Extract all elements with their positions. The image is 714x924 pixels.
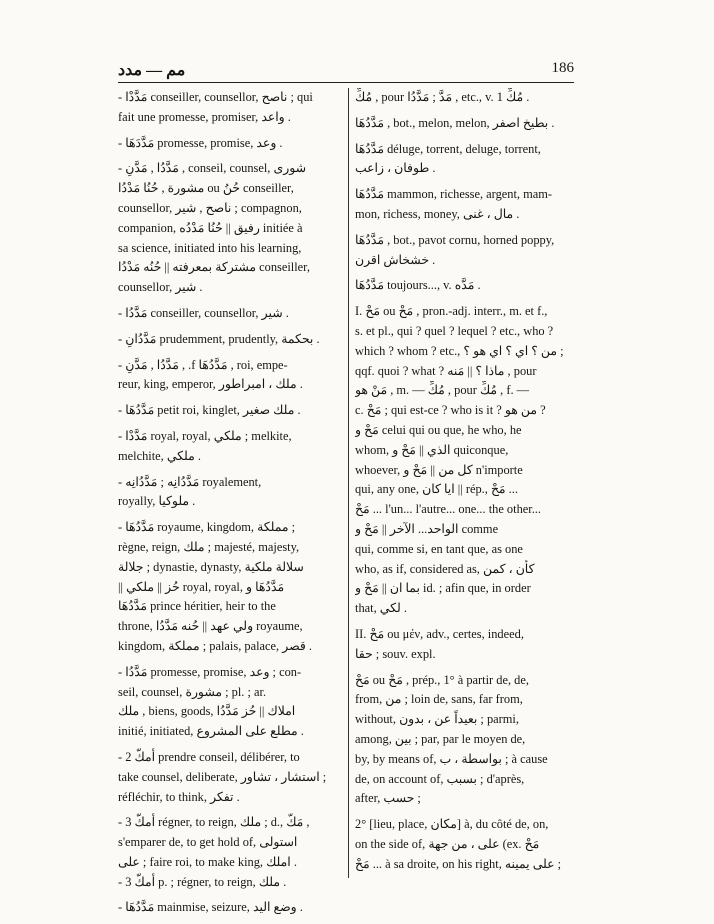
entry-line: qui, any one, ايا كان || rép., مَحْ ... <box>355 482 518 497</box>
entry-line: طوفان ، زاعب . <box>355 161 436 176</box>
entry-line: kingdom, مملكة ; palais, palace, قصر . <box>118 638 312 653</box>
dictionary-entry <box>349 815 575 874</box>
dictionary-entry <box>349 88 575 108</box>
entry-line: 2° [lieu, place, مكان] à, du côté de, on, <box>355 817 549 832</box>
entry-line: مَحْ ... à sa droite, on his right, على يمينه ; <box>355 856 562 871</box>
entry-line: - مَدَّدُهَا mainmise, seizure, وضع اليد . <box>118 900 303 915</box>
entry-line: - مَدَّدُانِه ; مَدَّدُانِه royalement, <box>118 474 262 489</box>
entry-line: counsellor, ناصح , شير ; compagnon, <box>118 200 302 215</box>
dictionary-entry <box>118 427 348 467</box>
entry-line: - مَدَّدُهَا royaume, kingdom, مملكة ; <box>118 520 296 535</box>
entry-line: royally, ملوكيا . <box>118 494 196 509</box>
entry-line: sa science, initiated into his learning, <box>118 240 302 255</box>
entry-line: - مَدَّدْا royal, royal, ملكي ; melkite, <box>118 428 292 443</box>
dictionary-entry <box>349 302 575 619</box>
dictionary-entry <box>349 671 575 810</box>
entry-line: مَدَّدُهَا toujours..., v. مَدَّه . <box>355 278 481 293</box>
entry-line: without, بعيداً عن ، بدون ; parmi, <box>355 712 519 727</box>
entry-line: ملك , biens, goods, املاك || حُز مَدَّدُا <box>118 704 296 719</box>
dictionary-entry <box>118 898 348 918</box>
dictionary-entry <box>349 185 575 225</box>
dictionary-entry <box>349 231 575 271</box>
entry-line: take counsel, deliberate, استشار ، تشاور ; <box>118 769 327 784</box>
entry-line: مَدَّدُهَا , bot., melon, melon, بطيخ اصفر . <box>355 115 555 130</box>
header-rule <box>118 82 574 83</box>
entry-line: s. et pl., qui ? quel ? lequel ? etc., who ? <box>355 323 554 338</box>
entry-line: مَدَّدُهَا , bot., pavot cornu, horned poppy, <box>355 232 555 247</box>
dictionary-entry <box>118 748 348 807</box>
dictionary-entry <box>118 518 348 657</box>
entry-line: counsellor, شير . <box>118 280 203 295</box>
entry-line: among, بين ; par, par le moyen de, <box>355 731 526 746</box>
entry-line: خشخاش اقرن . <box>355 252 436 267</box>
entry-line: de, on account of, بسبب ; d'après, <box>355 771 525 786</box>
entry-line: which ? whom ? etc., من ؟ اي ؟ اي هو ؟ ; <box>355 343 564 358</box>
dictionary-entry <box>118 304 348 324</box>
dictionary-entry <box>118 663 348 742</box>
entry-line: I. مَحْ ou مَحْ , pron.-adj. interr., m. et f., <box>355 304 548 319</box>
entry-line: reur, king, emperor, ملك ، امبراطور . <box>118 377 303 392</box>
entry-line: مَحْ ou مَحْ , prép., 1° à partir de, de, <box>355 672 529 687</box>
entry-line: c. مَحْ ; qui est-ce ? who is it ? من هو ? <box>355 403 546 418</box>
entry-line: règne, reign, ملك ; majesté, majesty, <box>118 539 300 554</box>
page-number: 186 <box>551 60 574 76</box>
entry-line: melchite, ملكي . <box>118 448 201 463</box>
entry-line: throne, ولي عهد || حُنه مَدَّدُا royaume, <box>118 619 303 634</box>
entry-line: - مَدَّدُا conseiller, counsellor, شير . <box>118 305 289 320</box>
entry-line: مُكِّ , pour مَدَّ ; مَدَّدُا , etc., v. مُكِّ 1 . <box>355 90 530 104</box>
entry-line: مَحْ ... l'un... l'autre... one... the other... <box>355 502 541 517</box>
entry-line: after, حسب ; <box>355 791 421 806</box>
dictionary-entry <box>349 114 575 134</box>
entry-line: مَنْ هو , m. — مُكِّ , pour مُكِّ , f. — <box>355 383 530 398</box>
entry-line: from, من ; loin de, sans, far from, <box>355 692 523 707</box>
entry-line: على ; faire roi, to make king, املك . <box>118 854 297 869</box>
entry-line: who, as if, considered as, كأن ، كمن <box>355 561 535 576</box>
entry-line: - مَدَّدُهَا petit roi, kinglet, ملك صغير . <box>118 403 301 418</box>
dictionary-entry <box>118 330 348 350</box>
entry-line: - مَدَّدُا , مَدَّنِ , .f مَدَّدُهَا , roi, empe- <box>118 357 288 372</box>
entry-line: réfléchir, to think, تفكر . <box>118 789 240 804</box>
entry-line: seil, counsel, مشورة ; pl. ; ar. <box>118 684 267 699</box>
entry-line: companion, رفيق || حُنُا مَدْدُه initiée à <box>118 220 303 235</box>
dictionary-entry <box>118 813 348 892</box>
right-column <box>348 88 575 878</box>
entry-line: مَدَّدُهَا déluge, torrent, deluge, torrent, <box>355 141 541 156</box>
entry-line: fait une promesse, promiser, واعد . <box>118 109 291 124</box>
entry-line: حقا ; souv. expl. <box>355 646 436 661</box>
entry-line: بما ان || مَحْ و id. ; afin que, in order <box>355 581 531 596</box>
entry-line: مشورة , حُنُا مَدْدُا ou حُنُ conseiller, <box>118 181 294 196</box>
entry-line: جلالة ; dynastie, dynasty, سلالة ملكية <box>118 559 304 574</box>
dictionary-entry <box>349 276 575 296</box>
entry-line: by, by means of, بواسطة ، ب ; à cause <box>355 751 548 766</box>
dictionary-entry <box>349 140 575 180</box>
dictionary-entry <box>118 473 348 513</box>
running-head: مم — مدد <box>118 62 186 79</box>
entry-line: qui, comme si, en tant que, as one <box>355 541 523 556</box>
entry-line: - أَمكَّ 3 p. ; régner, to reign, ملك . <box>118 874 287 889</box>
entry-line: - مَدَّدُا , مَدَّنِ , conseil, counsel, شورى <box>118 161 306 176</box>
entry-line: - أَمكَّ 3 régner, to reign, ملك ; d., مَكَّ , <box>118 815 310 830</box>
entry-line: on the side of, على ، من جهة (ex. مَحْ <box>355 836 540 851</box>
entry-line: - مَدَّدَهَا promesse, promise, وعد . <box>118 135 283 150</box>
entry-line: that, لكي . <box>355 601 407 616</box>
dictionary-entry <box>349 625 575 665</box>
entry-line: - مَدَّدْا conseiller, counsellor, ناصح ; qui <box>118 90 313 104</box>
entry-line: مَحْ و celui qui ou que, he who, he <box>355 422 522 437</box>
entry-line: مَدَّدُهَا mammon, richesse, argent, mam- <box>355 187 552 202</box>
dictionary-entry <box>118 401 348 421</box>
dictionary-entry <box>118 88 348 128</box>
entry-line: mon, richess, money, مال ، غنى . <box>355 206 520 221</box>
entry-line: qqf. quoi ? what ? ماذا ؟ || مَنه , pour <box>355 363 537 378</box>
left-column <box>118 88 348 924</box>
entry-line: - مَدَّدُا promesse, promise, وعد ; con- <box>118 664 302 679</box>
entry-line: II. مَحْ ou μέν, adv., certes, indeed, <box>355 626 524 641</box>
entry-line: whom, الذي || مَحْ و quiconque, <box>355 442 509 457</box>
entry-line: مشتركة بمعرفته || حُنُه مَدْدُا conseiller, <box>118 260 310 275</box>
dictionary-entry <box>118 356 348 396</box>
entry-line: مَدَّدُهَا prince héritier, heir to the <box>118 599 276 614</box>
entry-line: whoever, كل من || مَحْ و n'importe <box>355 462 523 477</box>
entry-line: - أَمكَّ 2 prendre conseil, délibérer, to <box>118 749 300 764</box>
dictionary-entry <box>118 134 348 154</box>
entry-line: - مَدَّدُانِ prudemment, prudently, بحكمة . <box>118 331 320 346</box>
entry-line: initié, initiated, مطلع على المشروع . <box>118 724 304 739</box>
entry-line: الواحد... الآخر || مَحْ و comme <box>355 521 499 536</box>
entry-line: || حُز || ملكي royal, royal, مَدَّدُهَا و <box>118 579 285 594</box>
entry-line: s'emparer de, to get hold of, استولى <box>118 835 298 850</box>
dictionary-entry <box>118 159 348 298</box>
